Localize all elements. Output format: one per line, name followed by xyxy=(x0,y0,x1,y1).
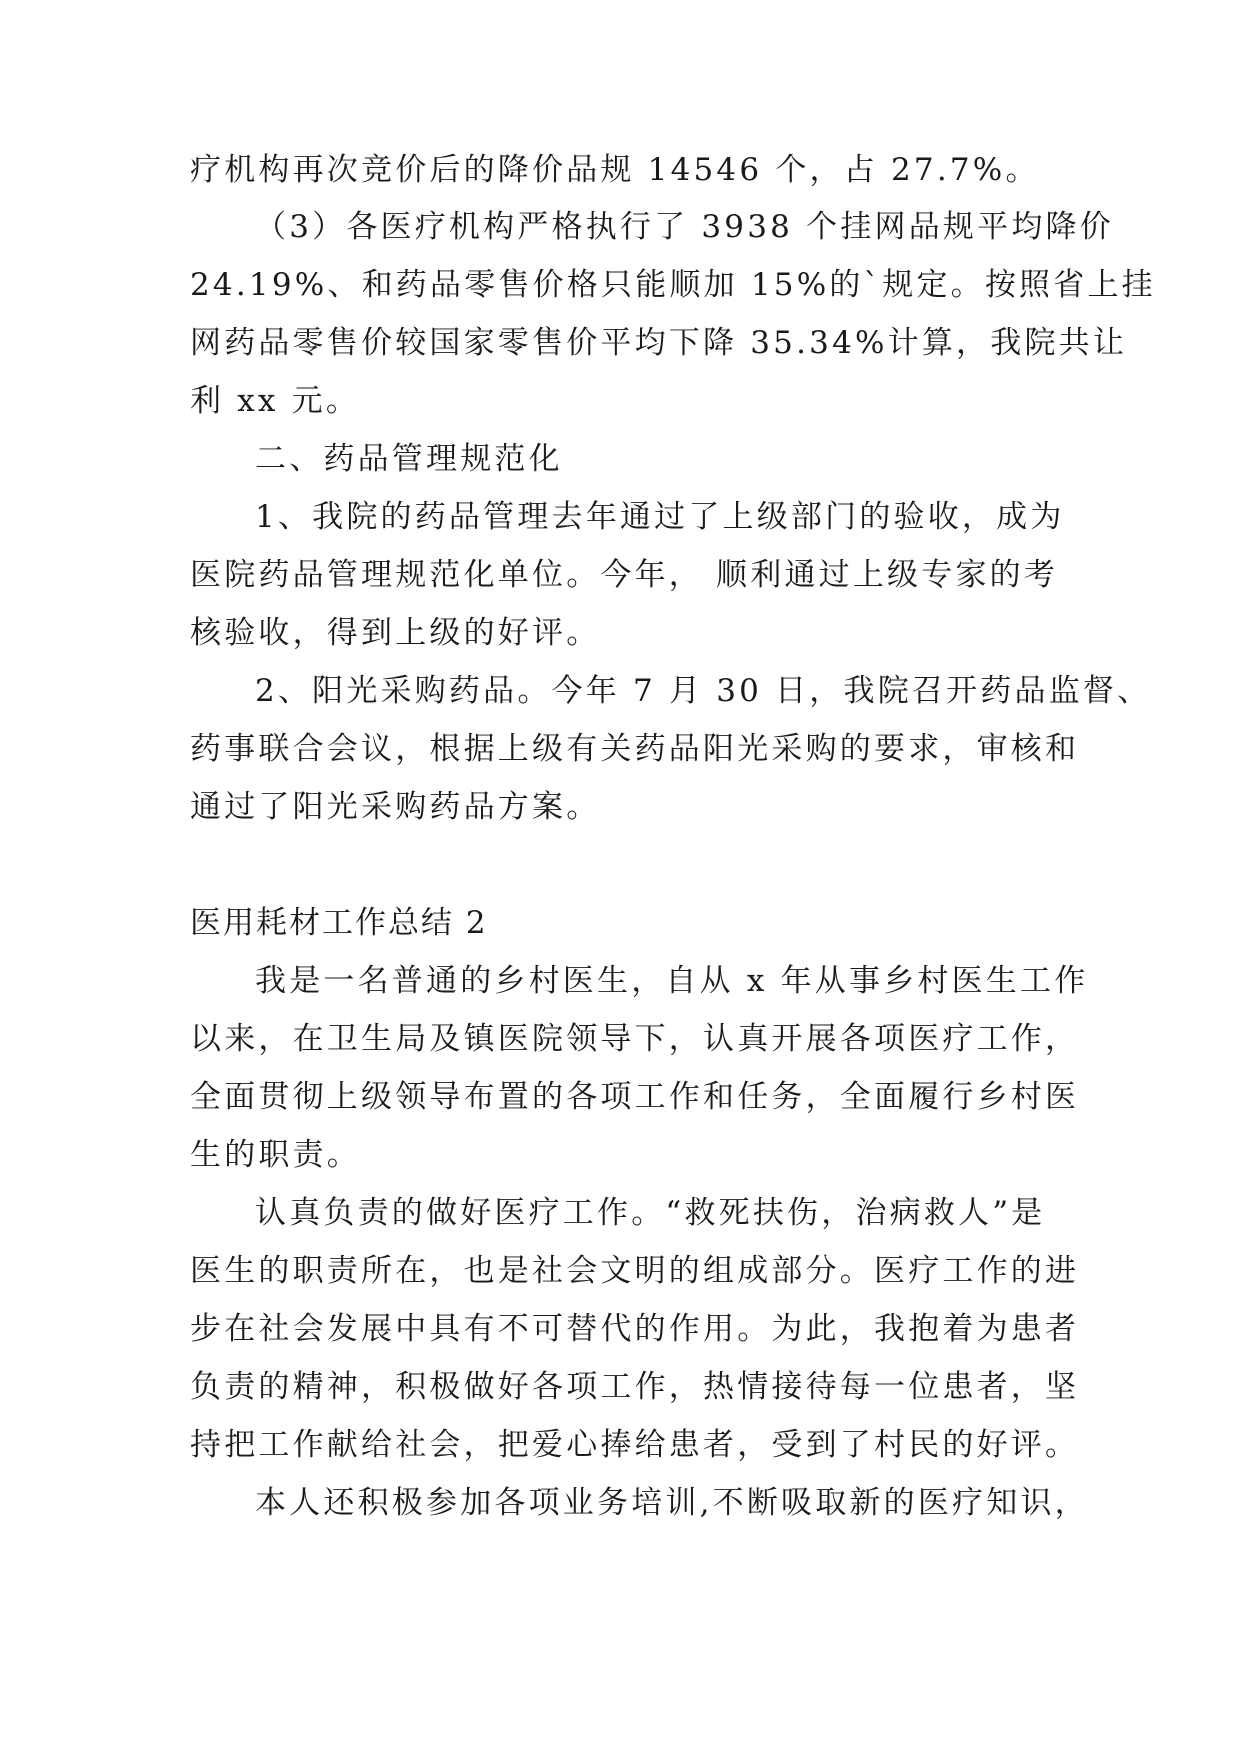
text-line: 全面贯彻上级领导布置的各项工作和任务，全面履行乡村医 xyxy=(190,1079,1080,1115)
document-title: 医用耗材工作总结 2 xyxy=(190,905,488,941)
text-line: （3）各医疗机构严格执行了 3938 个挂网品规平均降价 xyxy=(255,209,1114,245)
text-line: 持把工作献给社会，把爱心捧给患者，受到了村民的好评。 xyxy=(190,1427,1080,1463)
text-line: 认真负责的做好医疗工作。“救死扶伤，治病救人”是 xyxy=(255,1195,1046,1231)
text-line: 24.19%、和药品零售价格只能顺加 15%的`规定。按照省上挂 xyxy=(190,267,1156,303)
text-line: 以来，在卫生局及镇医院领导下，认真开展各项医疗工作， xyxy=(190,1021,1080,1057)
text-line: 生的职责。 xyxy=(190,1137,361,1173)
text-line: 步在社会发展中具有不可替代的作用。为此，我抱着为患者 xyxy=(190,1311,1080,1347)
text-line: 核验收，得到上级的好评。 xyxy=(190,615,601,651)
text-line: 药事联合会议，根据上级有关药品阳光采购的要求，审核和 xyxy=(190,731,1080,767)
section-heading: 二、药品管理规范化 xyxy=(255,441,563,477)
text-line: 1、我院的药品管理去年通过了上级部门的验收，成为 xyxy=(255,499,1065,535)
text-line: 负责的精神，积极做好各项工作，热情接待每一位患者，坚 xyxy=(190,1369,1080,1405)
text-line: 疗机构再次竞价后的降价品规 14546 个，占 27.7%。 xyxy=(190,152,1040,188)
text-line: 医生的职责所在，也是社会文明的组成部分。医疗工作的进 xyxy=(190,1253,1080,1289)
text-line: 2、阳光采购药品。今年 7 月 30 日，我院召开药品监督、 xyxy=(255,673,1152,709)
text-line: 医院药品管理规范化单位。今年， 顺利通过上级专家的考 xyxy=(190,557,1059,593)
text-line: 本人还积极参加各项业务培训,不断吸取新的医疗知识， xyxy=(255,1485,1089,1521)
text-line: 利 xx 元。 xyxy=(190,383,361,419)
text-line: 网药品零售价较国家零售价平均下降 35.34%计算，我院共让 xyxy=(190,325,1128,361)
text-line: 我是一名普通的乡村医生，自从 x 年从事乡村医生工作 xyxy=(255,963,1089,999)
text-line: 通过了阳光采购药品方案。 xyxy=(190,789,601,825)
